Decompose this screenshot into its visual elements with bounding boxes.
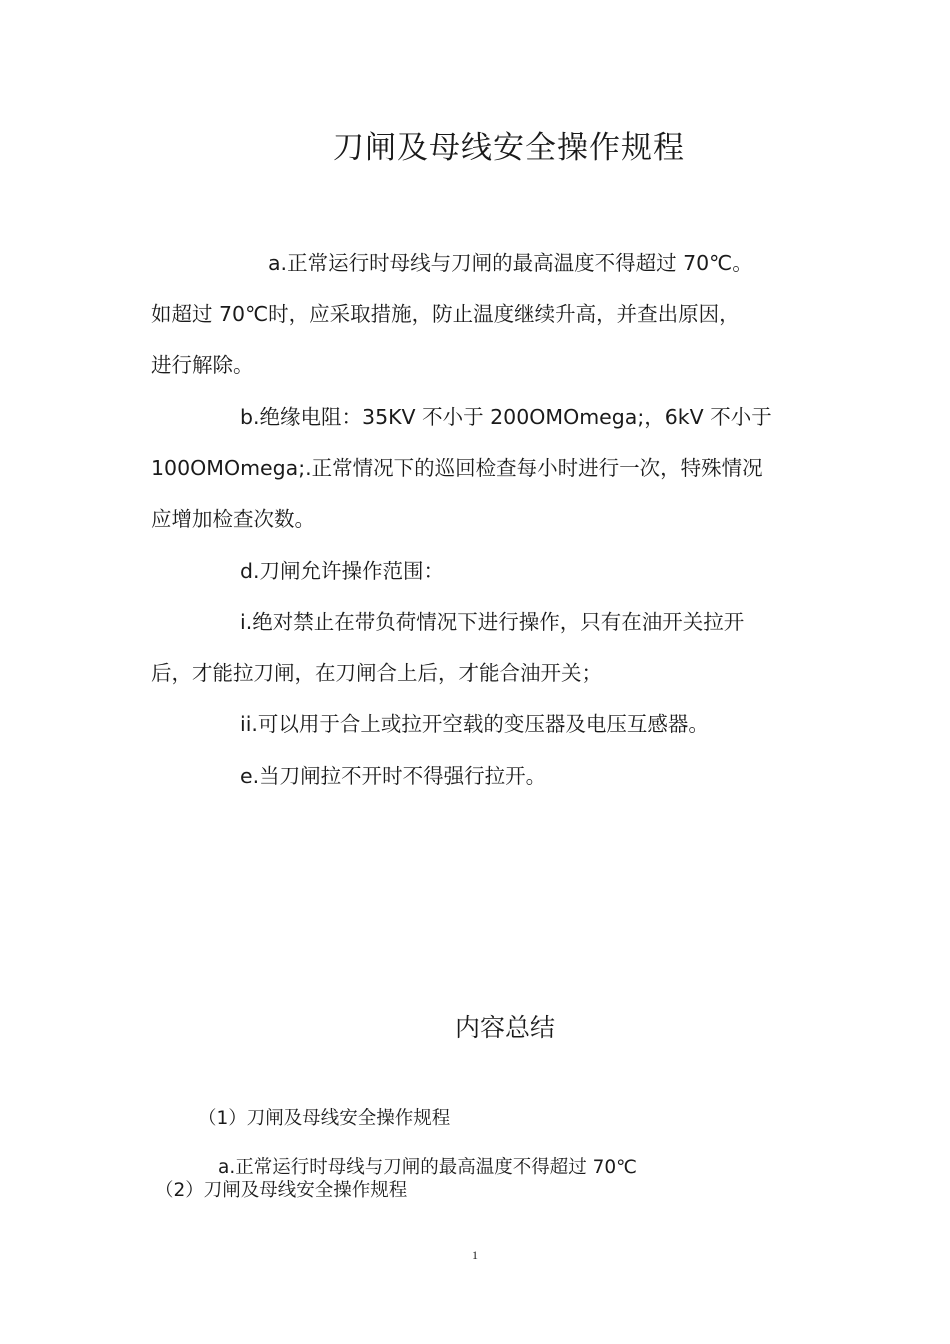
- paragraph-i-line1: i.绝对禁止在带负荷情况下进行操作，只有在油开关拉开: [240, 610, 745, 634]
- paragraph-b-line3: 应增加检查次数。: [151, 507, 315, 531]
- paragraph-ii-line1: ii.可以用于合上或拉开空载的变压器及电压互感器。: [240, 712, 709, 736]
- document-title: 刀闸及母线安全操作规程: [333, 130, 685, 166]
- paragraph-a-line1: a.正常运行时母线与刀闸的最高温度不得超过 70℃。: [268, 251, 753, 275]
- summary-item-2: （2）刀闸及母线安全操作规程: [155, 1180, 408, 1201]
- summary-item-1-sub: a.正常运行时母线与刀闸的最高温度不得超过 70℃: [218, 1157, 637, 1178]
- paragraph-d-line1: d.刀闸允许操作范围：: [240, 559, 445, 583]
- summary-title: 内容总结: [454, 1013, 555, 1042]
- paragraph-a-line2: 如超过 70℃时，应采取措施，防止温度继续升高，并查出原因，: [151, 302, 740, 326]
- page-number: 1: [472, 1248, 478, 1262]
- paragraph-b-line2: 100OMOmega;.正常情况下的巡回检查每小时进行一次，特殊情况: [151, 456, 763, 480]
- paragraph-a-line3: 进行解除。: [151, 353, 254, 377]
- summary-item-1: （1）刀闸及母线安全操作规程: [198, 1108, 451, 1129]
- paragraph-i-line2: 后，才能拉刀闸，在刀闸合上后，才能合油开关；: [151, 661, 602, 685]
- paragraph-e-line1: e.当刀闸拉不开时不得强行拉开。: [240, 764, 547, 788]
- paragraph-b-line1: b.绝缘电阻：35KV 不小于 200OMOmega;，6kV 不小于: [240, 405, 772, 429]
